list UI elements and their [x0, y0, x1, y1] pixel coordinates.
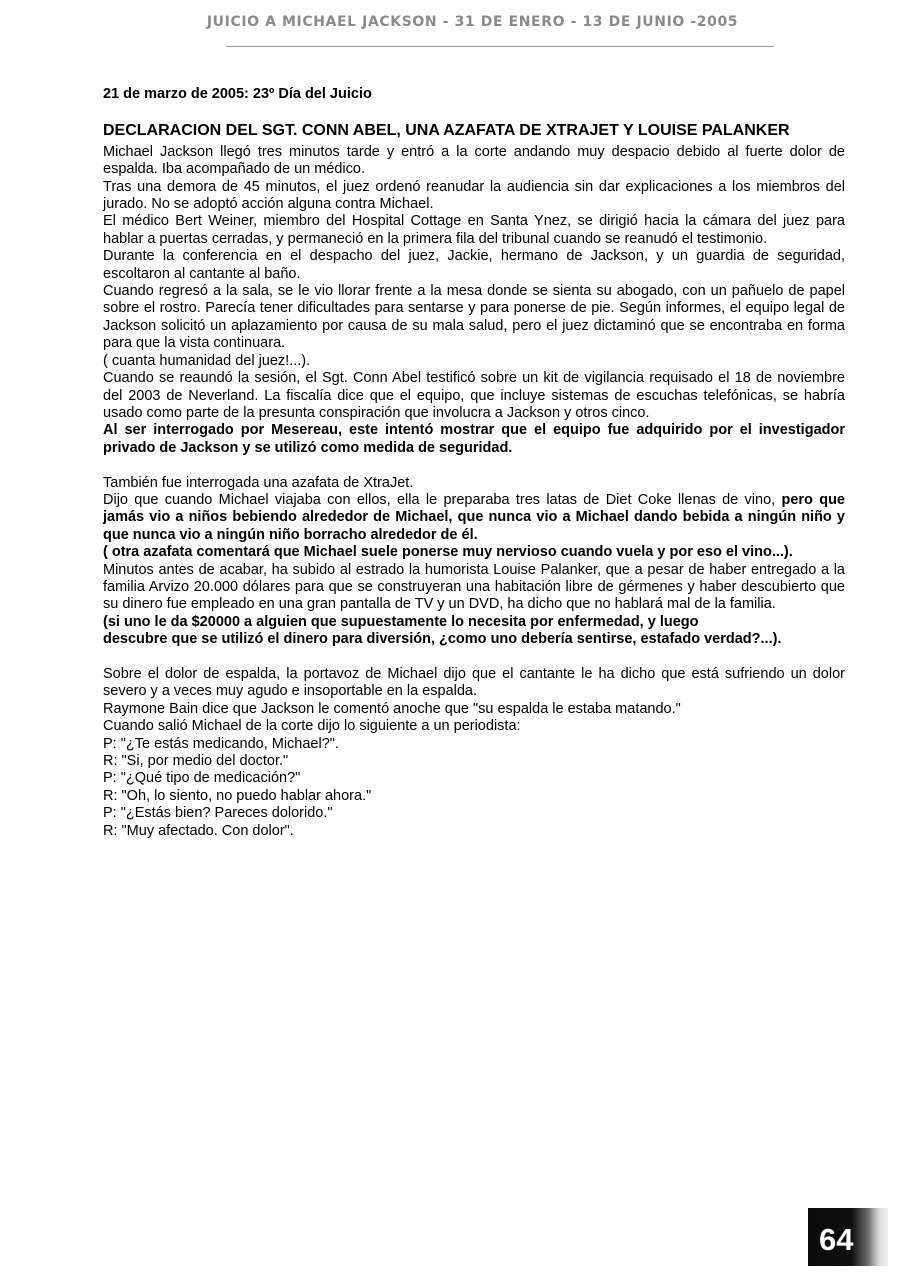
qa-line: R: "Muy afectado. Con dolor". — [103, 822, 294, 839]
bold-text: (si uno le da $20000 a alguien que supuestamente lo necesita por enfermedad, y luego — [103, 613, 699, 630]
qa-line: P: "¿Estás bien? Pareces dolorido." — [103, 805, 333, 822]
paragraph: Cuando salió Michael de la corte dijo lo siguiente a un periodista: — [103, 718, 521, 735]
qa-line: P: "¿Te estás medicando, Michael?". — [103, 735, 339, 752]
article-date: 21 de marzo de 2005: 23º Día del Juicio — [103, 86, 372, 102]
page-number: 64 — [819, 1222, 854, 1257]
bold-text: Al ser interrogado por Mesereau, este intentó mostrar que el equipo fue adquirido por el investigador privado de Jackson y se utilizó como medida de seguridad. — [103, 422, 845, 456]
paragraph-bold — [103, 614, 845, 631]
paragraph-bold — [103, 422, 845, 457]
header-rule — [226, 46, 774, 47]
paragraph-bold — [103, 631, 845, 648]
paragraph-bold — [103, 544, 845, 561]
bold-text: pero que jamás vio a niños bebiendo alrededor de Michael, que nunca vio a Michael dando bebida a ningún niño y que nunca vio a ningún niño borracho alrededor de él. — [103, 491, 845, 543]
paragraph: Durante la conferencia en el despacho del juez, Jackie, hermano de Jackson, y un guardia de seguridad, escoltaron al cantante al baño. — [103, 248, 845, 282]
paragraph: ( cuanta humanidad del juez!...). — [103, 352, 311, 369]
paragraph: Michael Jackson llegó tres minutos tarde y entró a la corte andando muy despacio debido al fuerte dolor de espalda. Iba acompañado de un médico. — [103, 143, 845, 178]
article-title: DECLARACION DEL SGT. CONN ABEL, UNA AZAFATA DE XTRAJET Y LOUISE PALANKER — [103, 122, 790, 140]
qa-line: P: "¿Qué tipo de medicación?" — [103, 770, 301, 787]
paragraph: Minutos antes de acabar, ha subido al estrado la humorista Louise Palanker, que a pesar de haber entregado a la familia Arvizo 20.000 dólares para que se construyeran una habitación libre de gérmenes y haber descubierto que su dinero fue empleado en una gran pantalla de TV y un DVD, ha dicho que no hablará mal de la familia. — [103, 561, 845, 613]
page-number-badge — [808, 1208, 888, 1266]
qa-line: R: "Oh, lo siento, no puedo hablar ahora." — [103, 787, 372, 804]
qa-line: R: "Si, por medio del doctor." — [103, 753, 289, 769]
bold-text: ( otra azafata comentará que Michael suele ponerse muy nervioso cuando vuela y por eso el vino...). — [103, 544, 793, 561]
article-body — [103, 86, 845, 840]
paragraph: Raymone Bain dice que Jackson le comentó anoche que "su espalda le estaba matando." — [103, 700, 681, 717]
running-header: JUICIO A MICHAEL JACKSON - 31 DE ENERO - 13 DE JUNIO -2005 — [206, 14, 739, 30]
paragraph — [103, 492, 845, 544]
paragraph: También fue interrogada una azafata de XtraJet. — [103, 474, 414, 491]
text-run: Dijo que cuando Michael viajaba con ellos, ella le preparaba tres latas de Diet Coke llenas de vino, — [103, 491, 782, 508]
bold-text: descubre que se utilizó el dinero para diversión, ¿como uno debería sentirse, estafado verdad?...). — [103, 631, 782, 648]
paragraph: Tras una demora de 45 minutos, el juez ordenó reanudar la audiencia sin dar explicaciones a los miembros del jurado. No se adoptó acción alguna contra Michael. — [103, 178, 845, 213]
paragraph: Cuando se reaundó la sesión, el Sgt. Conn Abel testificó sobre un kit de vigilancia requisado el 18 de noviembre del 2003 de Neverland. La fiscalía dice que el equipo, que incluye sistemas de escuchas telefónicas, se habría usado como parte de la presunta conspiración que involucra a Jackson y otros cinco. — [103, 370, 845, 421]
paragraph: Sobre el dolor de espalda, la portavoz de Michael dijo que el cantante le ha dicho que está sufriendo un dolor severo y a veces muy agudo e insoportable en la espalda. — [103, 665, 845, 700]
paragraph: Cuando regresó a la sala, se le vio llorar frente a la mesa donde se sienta su abogado, con un pañuelo de papel sobre el rostro. Parecía tener dificultades para sentarse y para ponerse de pie. Según informes, el equipo legal de Jackson solicitó un aplazamiento por causa de su mala salud, pero el juez dictaminó que se encontraba en forma para que la vista continuara. — [103, 283, 845, 352]
paragraph: El médico Bert Weiner, miembro del Hospital Cottage en Santa Ynez, se dirigió hacia la cámara del juez para hablar a puertas cerradas, y permaneció en la primera fila del tribunal cuando se reanudó el testimonio. — [103, 213, 845, 247]
